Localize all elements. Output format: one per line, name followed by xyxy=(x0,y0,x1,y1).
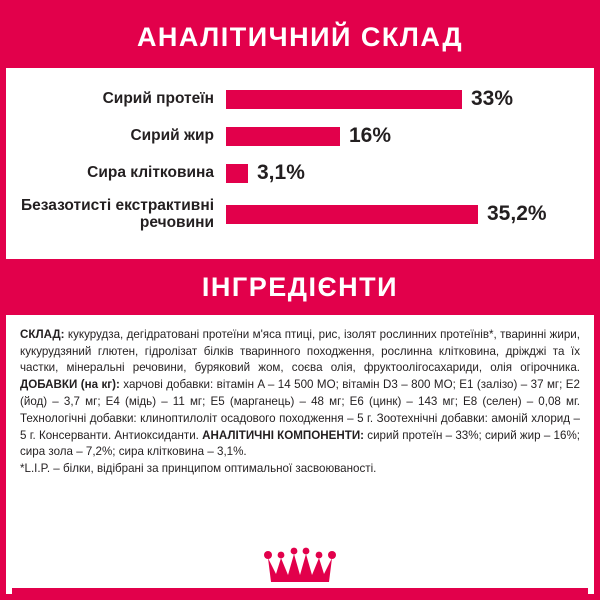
chart-row-value: 16% xyxy=(349,124,392,147)
chart-row xyxy=(18,160,582,186)
analytical-composition-heading: АНАЛІТИЧНИЙ СКЛАД xyxy=(6,6,594,68)
chart-row-label: Сирий жир xyxy=(130,127,214,145)
chart-row-value: 35,2% xyxy=(487,202,547,226)
brand-logo xyxy=(6,544,594,586)
chart-row-bar-wrap xyxy=(226,124,582,148)
ingredients-heading: ІНГРЕДІЄНТИ xyxy=(6,259,594,315)
chart-row-bar-wrap xyxy=(226,161,582,185)
chart-row xyxy=(18,86,582,112)
chart-row xyxy=(18,197,582,232)
chart-bar xyxy=(226,90,462,109)
chart-row-bar-wrap xyxy=(226,202,582,226)
chart-row xyxy=(18,123,582,149)
chart-row-label: Безазотисті екстрактивні речовини xyxy=(21,197,214,232)
chart-row-label: Сира клітковина xyxy=(87,164,214,182)
ingredients-text: СКЛАД: кукурудза, дегідратовані протеїни м'яса птиці, рис, ізолят рослинних протеїнів*, тваринні жири, кукурудзяний глютен, гідролізат білків тваринного походження, рослинна клітковина, дріжджі та їх частки, мінеральні речовини, буряковий жом, соєва олія, фруктоолігосахариди, олія огірочника. ДОБАВКИ (на кг): харчові добавки: вітамін A – 14 500 МО; вітамін D3 – 800 МО; E1 (залізо) – 37 мг; E2 (йод) – 3,7 мг; E4 (мідь) – 11 мг; E5 (марганець) – 48 мг; E6 (цинк) – 143 мг; E8 (селен) – 0,08 мг. Технологічні добавки: клиноптилоліт осадового походження – 5 г. Зоотехнічні добавки: амоній хлорид – 5 г. Консерванти. Антиоксиданти. АНАЛІТИЧНІ КОМПОНЕНТИ: сирий протеїн – 33%; сирий жир – 16%; сира зола – 7,2%; сира клітковина – 3,1%. *L.I.P. – білки, відібрані за принципом оптимальної засвоюваності. xyxy=(20,327,580,476)
chart-row-value: 3,1% xyxy=(257,161,305,184)
crown-icon xyxy=(263,544,337,586)
chart-bar xyxy=(226,205,478,224)
footer-strip xyxy=(12,588,588,594)
chart-row-bar-wrap xyxy=(226,87,582,111)
analytical-composition-chart xyxy=(6,68,594,255)
chart-bar xyxy=(226,164,248,183)
chart-row-label: Сирий протеїн xyxy=(102,90,214,108)
chart-bar xyxy=(226,127,340,146)
chart-row-value: 33% xyxy=(471,87,514,110)
